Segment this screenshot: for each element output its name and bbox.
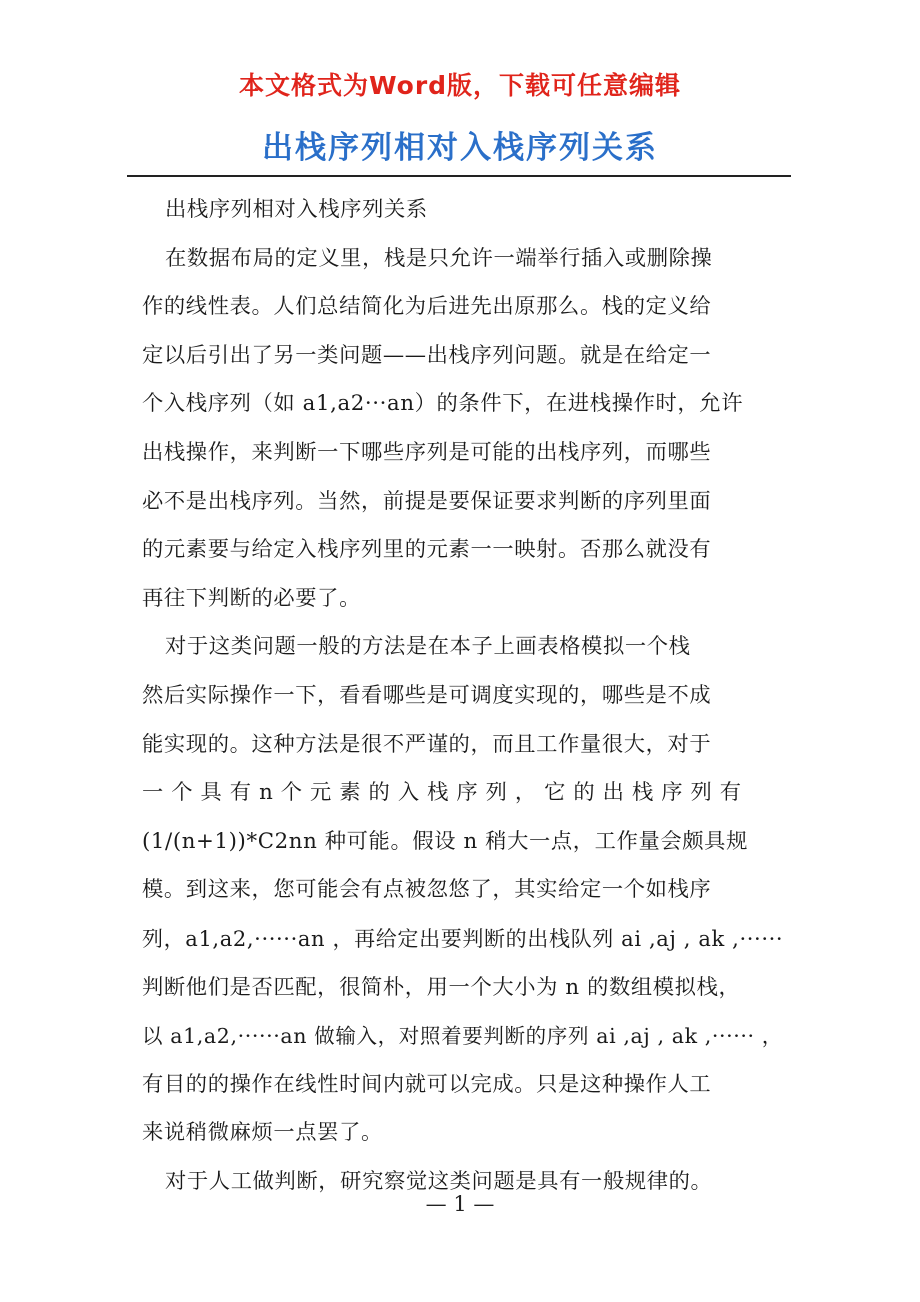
paragraph-2-line-1: 对于这类问题一般的方法是在本子上画表格模拟一个栈 [165, 634, 691, 660]
paragraph-1-line-3: 定以后引出了另一类问题——出栈序列问题。就是在给定一 [142, 342, 712, 368]
document-body [142, 186, 782, 1206]
paragraph-2-line-10: 有目的的操作在线性时间内就可以完成。只是这种操作人工 [142, 1071, 712, 1097]
paragraph-2-line-3: 能实现的。这种方法是很不严谨的，而且工作量很大，对于 [142, 731, 712, 757]
paragraph-1-line-6: 必不是出栈序列。当然，前提是要保证要求判断的序列里面 [142, 488, 712, 514]
paragraph-3-line-1: 对于人工做判断，研究察觉这类问题是具有一般规律的。 [165, 1168, 713, 1194]
paragraph-1-line-7: 的元素要与给定入栈序列里的元素一一映射。否那么就没有 [142, 537, 712, 563]
paragraph-1-line-2: 作的线性表。人们总结简化为后进先出原那么。栈的定义给 [142, 294, 712, 320]
body-subtitle: 出栈序列相对入栈序列关系 [165, 197, 428, 222]
paragraph-2-line-9: 以 a1,a2,······an 做输入，对照着要判断的序列 ai ,aj , ak ,······ ， [142, 1024, 783, 1049]
header-divider [127, 175, 791, 177]
paragraph-2-line-6: 模。到这来，您可能会有点被忽悠了，其实给定一个如栈序 [142, 877, 712, 903]
paragraph-2-line-8: 判断他们是否匹配，很简朴，用一个大小为 n 的数组模拟栈， [142, 974, 741, 1000]
paragraph-2-line-5: (1/(n+1))*C2nn 种可能。假设 n 稍大一点，工作量会颇具规 [142, 828, 748, 854]
document-title: 出栈序列相对入栈序列关系 [262, 130, 658, 166]
paragraph-1-line-5: 出栈操作，来判断一下哪些序列是可能的出栈序列，而哪些 [142, 439, 712, 465]
paragraph-1-line-1: 在数据布局的定义里，栈是只允许一端举行插入或删除操 [165, 245, 713, 271]
paragraph-1-line-4: 个入栈序列（如 a1,a2···an）的条件下，在进栈操作时，允许 [142, 391, 744, 417]
format-banner: 本文格式为Word版，下载可任意编辑 [238, 71, 682, 100]
paragraph-2-line-2: 然后实际操作一下，看看哪些是可调度实现的，哪些是不成 [142, 682, 712, 708]
paragraph-2-line-7: 列，a1,a2,······an ，再给定出要判断的出栈队列 ai ,aj , ak ,······ [142, 925, 784, 951]
paragraph-2-line-4: 一 个 具 有 n 个 元 素 的 入 栈 序 列 ， 它 的 出 栈 序 列 有 [142, 780, 742, 806]
paragraph-1-line-8: 再往下判断的必要了。 [142, 585, 361, 611]
paragraph-2-line-11: 来说稍微麻烦一点罢了。 [142, 1120, 383, 1146]
page-number: — 1 — [425, 1192, 495, 1216]
